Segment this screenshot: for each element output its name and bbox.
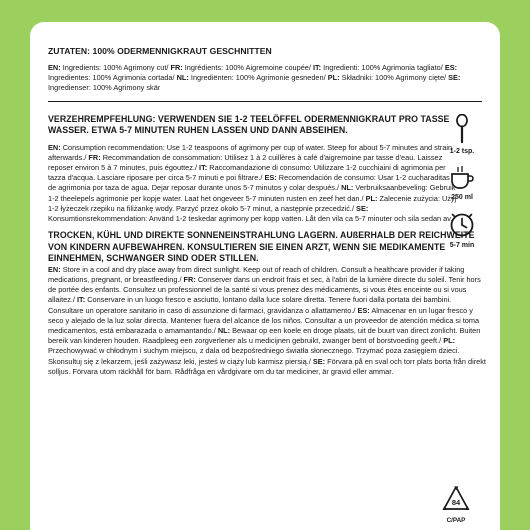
language-code: ES: xyxy=(444,63,458,72)
translation-text: Store in a cool and dry place away from direct sunlight. Keep out of reach of children. Consult a healthcare provider if taking medications, pregnant, or breastfeeding./ xyxy=(48,264,465,284)
language-code: ES: xyxy=(264,173,277,183)
clock-label: 5-7 min xyxy=(449,241,475,249)
translation-text: Ingredienti: 100% Agrimonia tagliato/ xyxy=(321,63,445,72)
translation-text: Konsumtionsrekommendation: Använd 1-2 teskedar agrimony per kopp vatten. Låt den vila ca 5-7 minuter och sila sedan av. xyxy=(48,214,453,224)
language-code: IT: xyxy=(312,63,322,72)
translation-text: Składniki: 100% Agrimony cięte/ xyxy=(339,73,449,83)
translation-text: Raccomandazione di consumo: Utilizzare 1-2 cucchiaini di agrimonia per tazza d'acqua. Lasciare riposare per circa 5-7 minuti e poi filtrare./ xyxy=(48,163,446,183)
language-code: EN: xyxy=(48,264,61,274)
divider xyxy=(48,101,482,102)
translation-text: Ingredients: 100% Agrimony cut/ xyxy=(60,63,171,72)
language-code: EN: xyxy=(48,142,61,152)
language-code: IT: xyxy=(199,163,208,173)
teaspoon-icon xyxy=(451,114,473,144)
cup-label: 250 ml xyxy=(451,193,473,201)
language-code: SE: xyxy=(312,356,326,366)
translation-text: Conservare in un luogo fresco e asciutto, lontano dalla luce solare diretta. Tenere fuori dalla portata dei bambini. Consultare un operatore sanitario in caso di assunzione di farmaci, gravidanza o allattamento./ xyxy=(48,295,452,315)
language-code: FR: xyxy=(88,152,101,162)
language-code: PL: xyxy=(443,336,456,346)
translation-text: Verbruiksaanbeveling: Gebruik 1-2 theelepels agrimonie per kopje water. Laat het ongeveer 5-7 minuten rusten en zeef het dan./ xyxy=(48,183,456,203)
storage-section xyxy=(48,230,486,377)
translation-text: Ingrédients: 100% Aigremoine coupée/ xyxy=(182,63,313,72)
consumption-text xyxy=(48,143,460,225)
translation-text: Consumption recommendation: Use 1-2 teaspoons of agrimony per cup of water. Steep for about 5-7 minutes and strain afterwards./ xyxy=(48,142,453,162)
language-code: SE: xyxy=(448,73,461,83)
clock-icon xyxy=(449,212,475,238)
translation-text: Förvara på en sval och torr plats borta från direkt solljus. Förvara utom räckhåll för barn. Rådfråga en vårdgivare om du tar mediciner, är gravid eller ammar. xyxy=(48,356,486,376)
language-code: PL: xyxy=(365,193,378,203)
recycling-icon xyxy=(441,485,471,512)
recycling-number: 84 xyxy=(451,498,461,507)
label-card xyxy=(30,22,500,530)
recycling-mark xyxy=(438,485,474,524)
consumption-heading: VERZEHREMPFEHLUNG: VERWENDEN SIE 1-2 TEELÖFFEL ODERMENNIGKRAUT PRO TASSE WASSER. ETWA 5-7 MINUTEN RUHEN LASSEN UND DANN ABSEIHEN. xyxy=(48,113,450,136)
translation-text: Ingrediënten: 100% Agrimonie gesneden/ xyxy=(188,73,328,83)
translation-text: Zalecenie zużycia: Użyj 1-2 łyżeczek rzepiku na filiżankę wody. Parzyć przez około 5-7 minut, a następnie przecedzić./ xyxy=(48,193,457,213)
ingredients-text xyxy=(48,63,482,94)
language-code: NL: xyxy=(341,183,354,193)
language-code: FR: xyxy=(183,274,196,284)
language-code: ES: xyxy=(357,305,370,315)
teaspoon-label: 1-2 tsp. xyxy=(449,147,475,155)
translation-text: Almacenar en un lugar fresco y seco y alejado de la luz solar directa. Mantener fuera del alcance de los niños. Consultar a un proveedor de atención médica si toma medicamentos, está embarazada o amamantando./ xyxy=(48,305,480,335)
translation-text: Ingredienser: 100% Agrimony skär xyxy=(48,83,161,93)
language-code: SE: xyxy=(356,203,369,213)
language-code: PL: xyxy=(327,73,340,83)
storage-text xyxy=(48,265,488,377)
language-code: NL: xyxy=(217,325,231,335)
storage-heading: TROCKEN, KÜHL UND DIREKTE SONNENEINSTRAHLUNG LAGERN. AUßERHALB DER REICHWEITE VON KINDERN AUFBEWAHREN. KONSULTIEREN SIE EINEN ARZT, WENN SIE MEDIKAMENTE EINNEHMEN, SCHWANGER SIND ODER STILLEN. xyxy=(48,230,475,264)
translation-text: Przechowywać w chłodnym i suchym miejscu, z dala od bezpośredniego światła słonecznego. Trzymać poza zasięgiem dzieci. Skonsultuj się z lekarzem, jeśli zażywasz leki, jesteś w ciąży lub karmisz piersią./ xyxy=(48,346,460,366)
translation-text: Recomendación de consumo: Usar 1-2 cucharaditas de agrimonia por taza de agua. Dejar reposar durante unos 5-7 minutos y colar después./ xyxy=(48,173,450,193)
translation-text: Recommandation de consommation: Utilisez 1 à 2 cuillères à café d'aigremoine par tasse d'eau. Laissez reposer environ 5 à 7 minutes, puis égouttez./ xyxy=(48,152,443,173)
language-code: FR: xyxy=(170,63,183,72)
translation-text: Ingredientes: 100% Agrimonia cortada/ xyxy=(48,73,177,83)
translation-text: Bewaar op een koele en droge plaats, uit de buurt van direct zonlicht. Buiten bereik van kinderen houden. Raadpleeg een zorgverlener als u medicijnen gebruikt, zwanger bent of borstvoeding geeft./ xyxy=(48,325,481,346)
dosage-icons xyxy=(442,114,482,260)
ingredients-section xyxy=(48,46,482,94)
ingredients-heading: ZUTATEN: 100% ODERMENNIGKRAUT GESCHNITTEN xyxy=(48,46,272,56)
cup-icon xyxy=(449,166,475,190)
language-code: NL: xyxy=(176,73,189,83)
translation-text: Conserver dans un endroit frais et sec, à l'abri de la lumière directe du soleil. Tenir hors de portée des enfants. Consultez un professionnel de la santé si vous prenez des médicaments, si vous êtes enceinte ou si vous allaitez./ xyxy=(48,274,481,305)
language-code: IT: xyxy=(76,295,86,305)
language-code: EN: xyxy=(48,63,61,72)
recycling-label: C/PAP xyxy=(446,517,466,524)
